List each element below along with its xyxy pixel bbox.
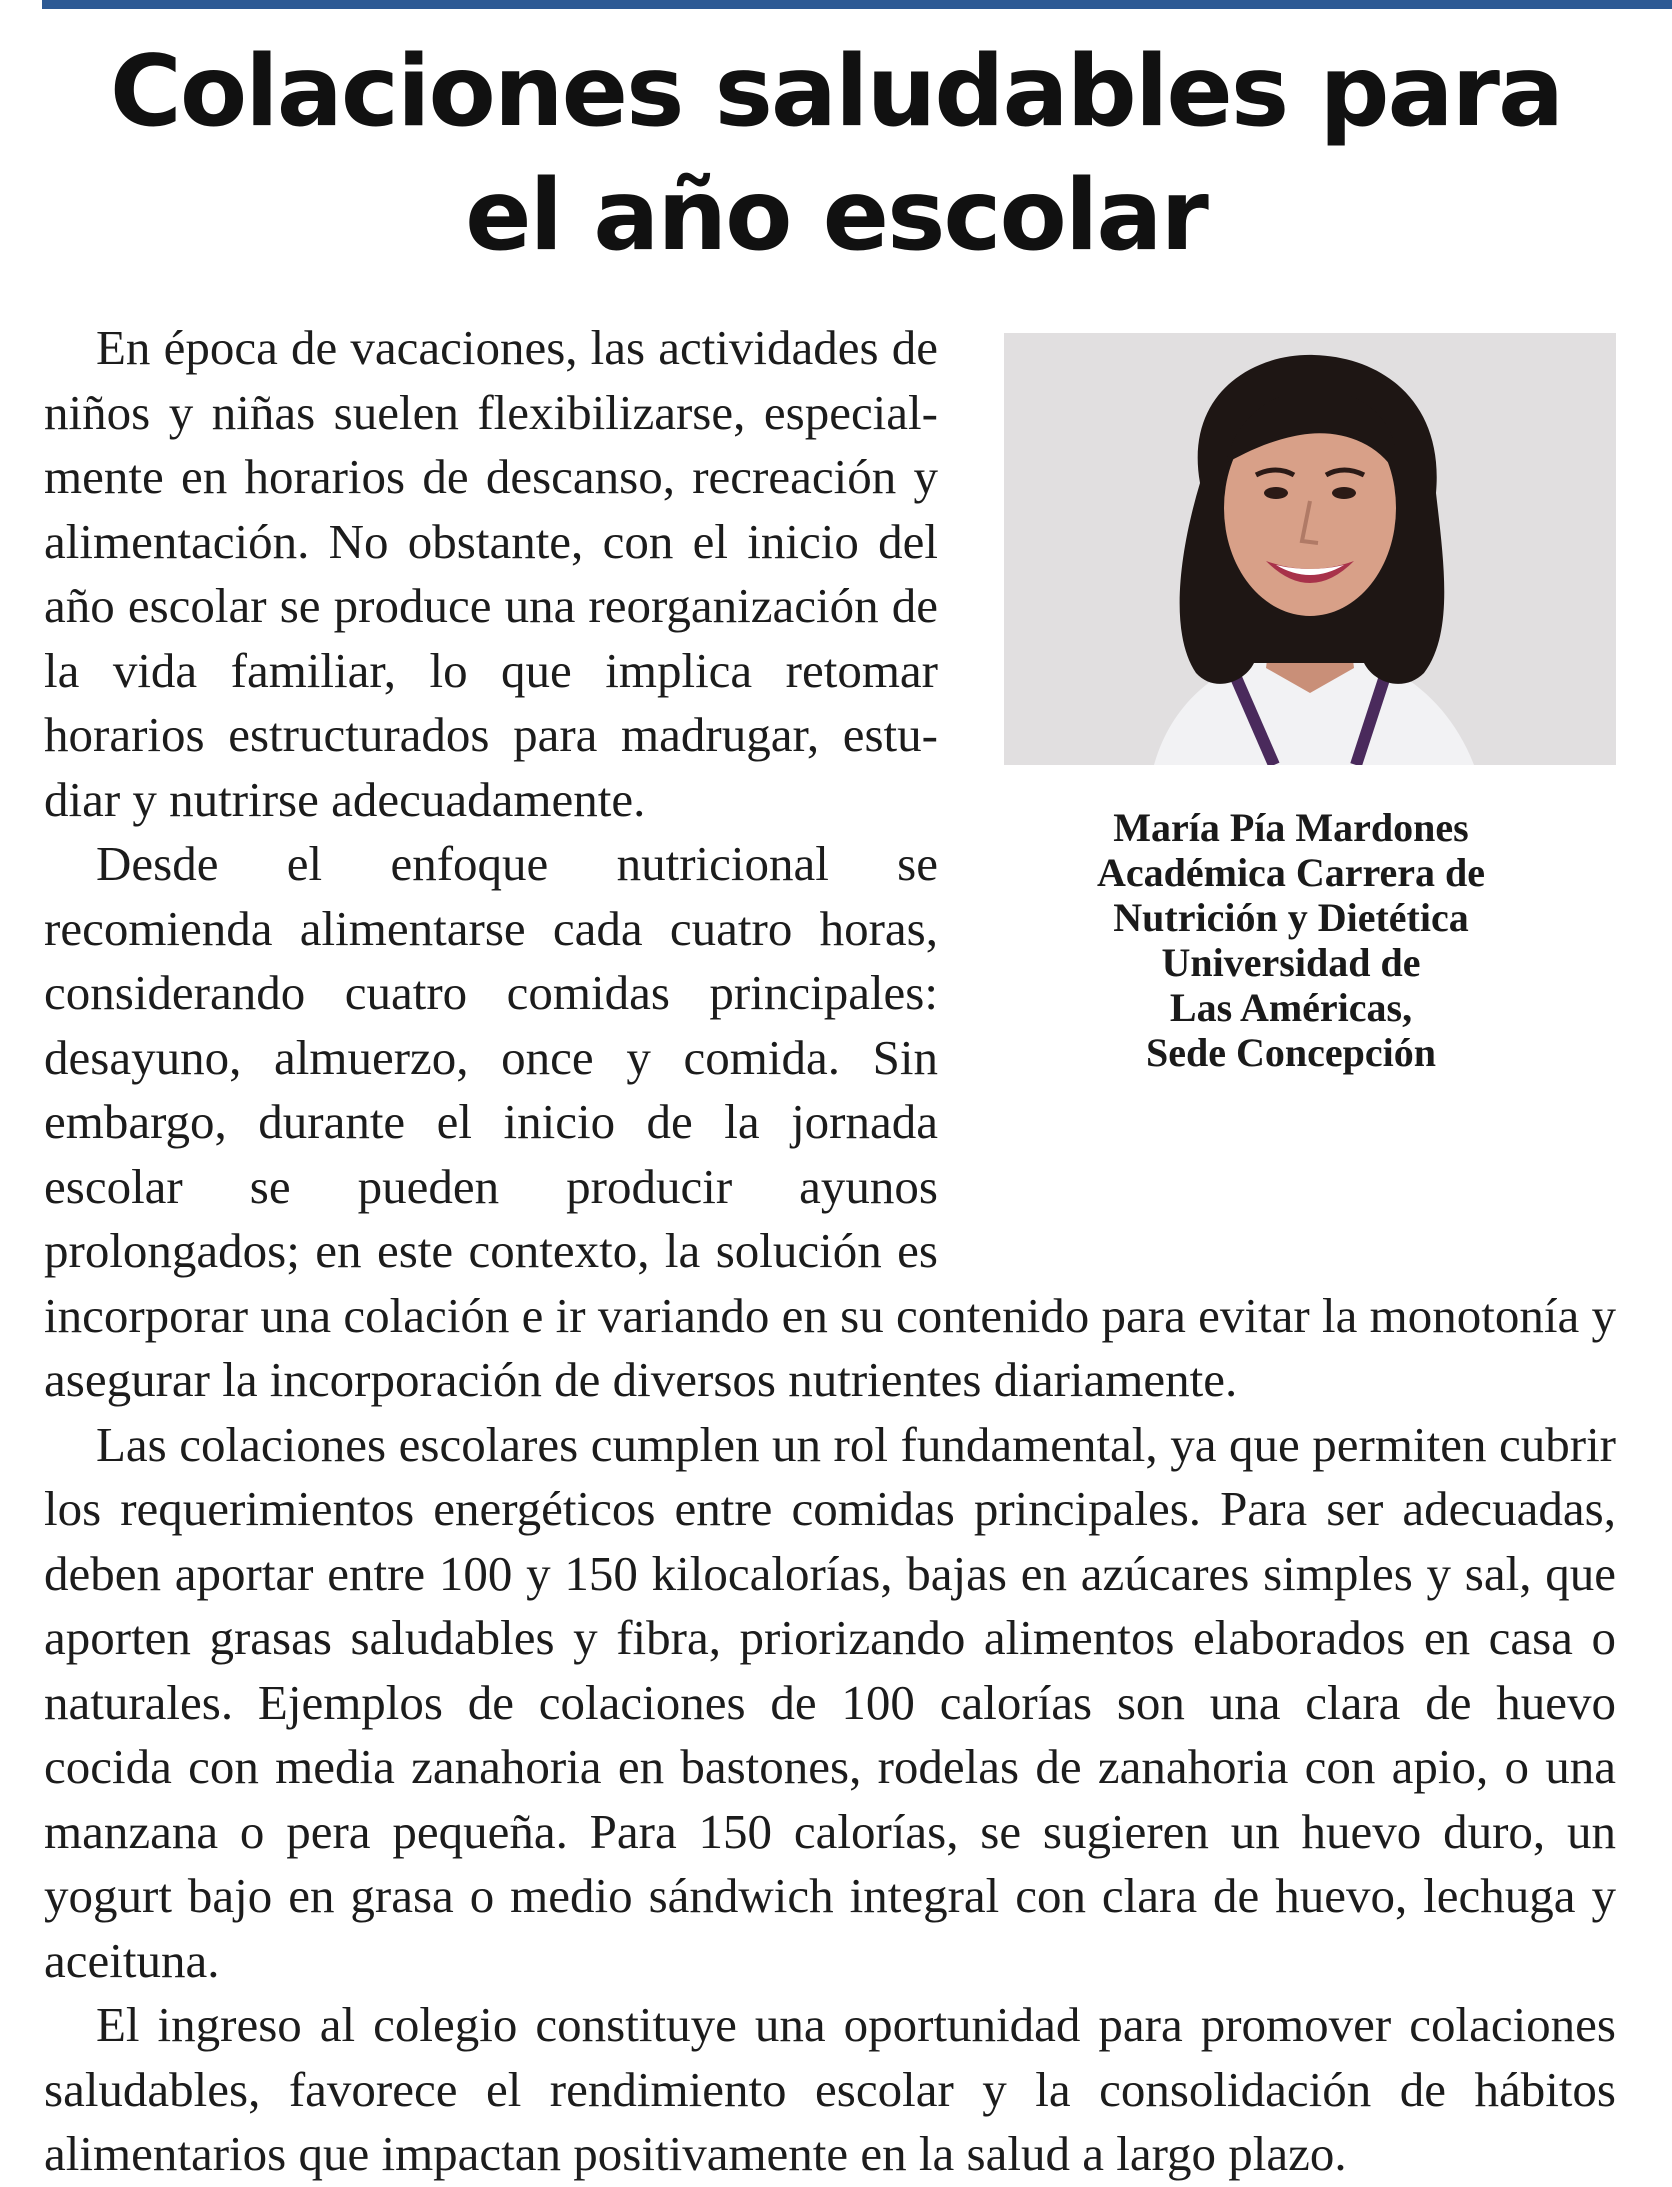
top-accent-rule xyxy=(42,0,1672,9)
caption-line: Nutrición y Dietética xyxy=(1113,895,1469,940)
author-portrait-illustration xyxy=(1004,333,1616,765)
headline-line-2: el año escolar xyxy=(465,159,1207,273)
caption-line: Las Américas, xyxy=(1169,985,1413,1030)
caption-line: María Pía Mardones xyxy=(1113,805,1469,850)
headline xyxy=(0,30,1672,278)
caption-line: Académica Carrera de xyxy=(1096,850,1485,895)
article-paragraph-1: En época de vacaciones, las actividades de niños y niñas suelen flexibilizarse, especialmente en horarios de descanso, recreación y alimentación. No obstante, con el inicio del año escolar se produce una reorganización de la vida familiar, lo que implica retomar horarios estructurados para madrugar, estudiar y nutrirse adecuadamente. xyxy=(44,320,938,827)
photo-caption xyxy=(966,805,1616,1075)
author-photo xyxy=(1004,333,1616,765)
headline-line-1: Colaciones saludables para xyxy=(109,35,1563,149)
article-paragraph-3: Las colaciones escolares cumplen un rol fundamental, ya que permiten cubrir los requerimientos energéticos entre comidas principales. Para ser adecuadas, deben aportar entre 100 y 150 kilocalorías, bajas en azúcares simples y sal, que aporten grasas saludables y fibra, priorizando alimentos elaborados en casa o naturales. Ejemplos de colaciones de 100 calorías son una clara de huevo cocida con media zanahoria en bastones, rodelas de zanahoria con apio, o una manzana o pera pequeña. Para 150 calorías, se sugieren un huevo duro, un yogurt bajo en grasa o medio sándwich integral con clara de huevo, lechuga y aceituna. xyxy=(44,1416,1616,1988)
caption-line: Universidad de xyxy=(1161,940,1421,985)
article-body xyxy=(44,316,1616,2187)
caption-line: Sede Concepción xyxy=(1146,1030,1436,1075)
author-photo-block xyxy=(966,333,1616,1243)
article-paragraph-4: El ingreso al colegio constituye una oportunidad para promover colaciones saludables, favorece el rendimiento escolar y la consolidación de hábitos alimentarios que impactan positivamente en la salud a largo plazo. xyxy=(44,1997,1616,2181)
article-paragraph-2: Desde el enfoque nutricional se recomienda alimentarse cada cuatro horas, considerando cuatro comidas principales: desayuno, almuerzo, once y comida. Sin embargo, durante el inicio de la jornada escolar se pueden producir ayunos prolongados; en este contexto, la solución es incorporar una colación e ir variando en su contenido para evitar la monotonía y asegurar la incorporación de diversos nutrientes diariamente. xyxy=(44,836,1616,1407)
